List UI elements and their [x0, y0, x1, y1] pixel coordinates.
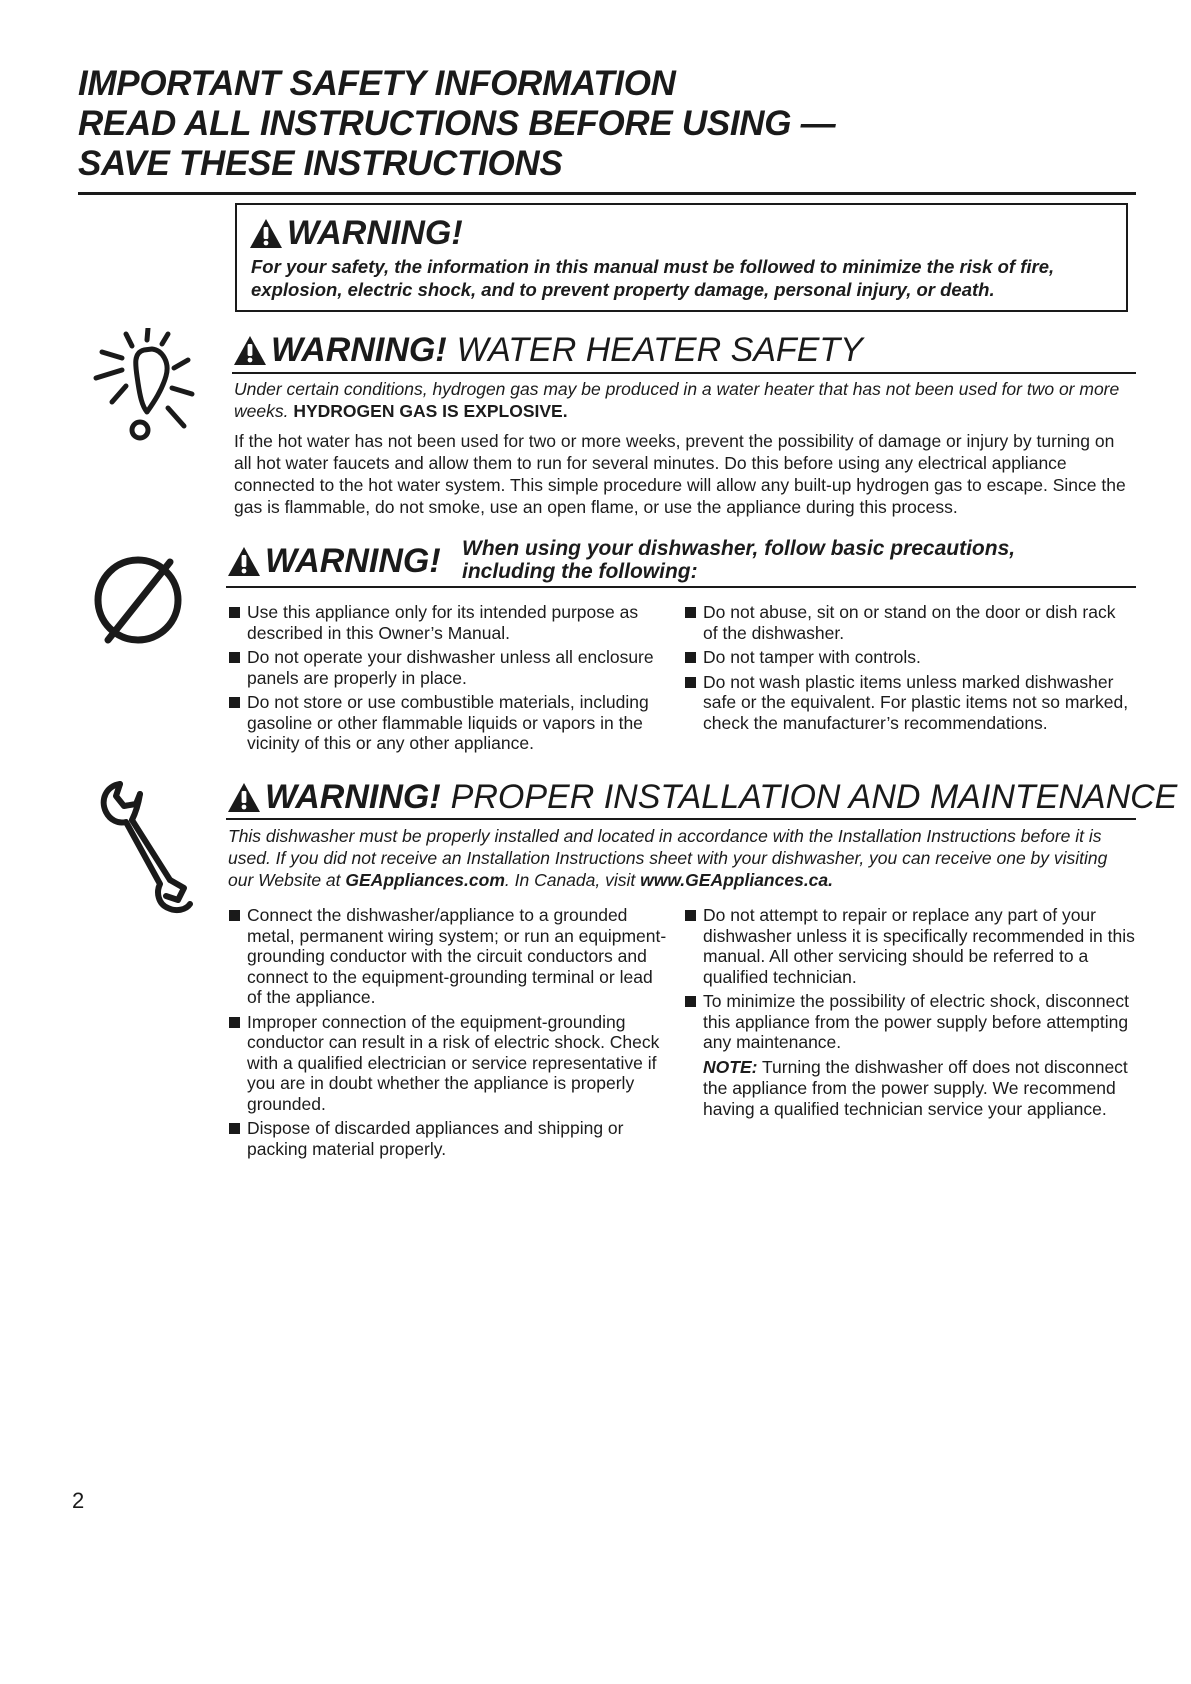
water-heater-divider	[232, 372, 1136, 374]
note-label: NOTE:	[703, 1056, 758, 1077]
precautions-subtitle-line-1: When using your dishwasher, follow basic precautions,	[462, 537, 1016, 560]
title-line-1: IMPORTANT SAFETY INFORMATION	[78, 64, 676, 103]
precautions-subtitle-line-2: including the following:	[462, 560, 698, 583]
water-heater-warning-label: WARNING!	[271, 331, 447, 369]
prohibited-icon	[88, 548, 190, 650]
note-text: Turning the dishwasher off does not disconnect the appliance from the power supply. We recommend having a qualified technician service your appliance.	[703, 1056, 1128, 1119]
list-item: Use this appliance only for its intended purpose as described in this Owner’s Manual.	[229, 602, 659, 643]
list-item: Dispose of discarded appliances and shipping or packing material properly.	[229, 1118, 669, 1159]
website-us-link[interactable]: GEAppliances.com	[345, 870, 505, 890]
warning-triangle-icon	[233, 335, 267, 366]
water-heater-subject: WATER HEATER SAFETY	[456, 331, 863, 369]
alert-exclamation-icon	[92, 328, 204, 450]
installation-intro	[228, 825, 1123, 891]
installation-note	[685, 1057, 1135, 1120]
installation-warning-label: WARNING!	[265, 778, 441, 816]
installation-intro-text: This dishwasher must be properly installed and located in accordance with the Installation Instructions before it is used. If you did not receive an Installation Instructions sheet with your dishwasher, you can receive one by visiting our Website at	[228, 826, 1108, 890]
warning-triangle-icon	[227, 782, 261, 813]
title-divider	[78, 192, 1136, 195]
page-number: 2	[72, 1488, 85, 1513]
installation-right-column	[685, 905, 1135, 1120]
list-item: Do not abuse, sit on or stand on the door or dish rack of the dishwasher.	[685, 602, 1130, 643]
general-warning-text: For your safety, the information in this manual must be followed to minimize the risk of fire, explosion, electric shock, and to prevent property damage, personal injury, or death.	[251, 256, 1055, 300]
website-ca-link[interactable]: www.GEAppliances.ca.	[640, 870, 834, 890]
water-heater-intro	[234, 378, 1129, 422]
list-item: Do not attempt to repair or replace any part of your dishwasher unless it is specifically recommended in this manual. All other servicing should be referred to a qualified technician.	[685, 905, 1135, 987]
warning-triangle-icon	[249, 218, 283, 249]
general-warning-heading	[249, 213, 463, 253]
general-warning-label: WARNING!	[287, 214, 463, 252]
list-item: Do not tamper with controls.	[685, 647, 1130, 668]
installation-left-list	[229, 905, 669, 1163]
list-item: Do not wash plastic items unless marked dishwasher safe or the equivalent. For plastic items not so marked, check the manufacturer’s recommendations.	[685, 672, 1130, 734]
general-warning-box	[235, 203, 1128, 312]
list-item: Do not store or use combustible materials, including gasoline or other flammable liquids or vapors in the vicinity of this or any other appliance.	[229, 692, 659, 754]
list-item: To minimize the possibility of electric shock, disconnect this appliance from the power supply before attempting any maintenance.	[685, 991, 1135, 1053]
precautions-subtitle	[462, 537, 1015, 583]
warning-triangle-icon	[227, 546, 261, 577]
precautions-right-list	[685, 602, 1130, 737]
installation-right-list	[685, 905, 1135, 1053]
water-heater-heading	[233, 330, 863, 370]
precautions-left-list	[229, 602, 659, 758]
title-line-2: READ ALL INSTRUCTIONS BEFORE USING —	[78, 104, 836, 143]
precautions-divider	[226, 586, 1136, 588]
hydrogen-explosive-text: HYDROGEN GAS IS EXPLOSIVE.	[293, 401, 568, 421]
list-item: Do not operate your dishwasher unless all enclosure panels are properly in place.	[229, 647, 659, 688]
page-title	[78, 64, 1118, 184]
precautions-heading	[227, 541, 441, 581]
precautions-warning-label: WARNING!	[265, 542, 441, 580]
installation-divider	[226, 818, 1136, 820]
installation-subject: PROPER INSTALLATION AND MAINTENANCE	[450, 778, 1178, 816]
list-item: Connect the dishwasher/appliance to a grounded metal, permanent wiring system; or run an equipment-grounding conductor with the circuit conductors and connect to the equipment-grounding terminal or lead of the appliance.	[229, 905, 669, 1008]
installation-intro-canada: . In Canada, visit	[504, 870, 636, 890]
title-line-3: SAVE THESE INSTRUCTIONS	[78, 144, 563, 183]
wrench-icon	[98, 776, 194, 916]
list-item: Improper connection of the equipment-grounding conductor can result in a risk of electric shock. Check with a qualified electrician or service representative if you are in doubt whether the appliance is properly grounded.	[229, 1012, 669, 1115]
water-heater-body: If the hot water has not been used for two or more weeks, prevent the possibility of damage or injury by turning on all hot water faucets and allow them to run for several minutes. Do this before using any electrical appliance connected to the hot water system. This simple procedure will allow any built-up hydrogen gas to escape. Since the gas is flammable, do not smoke, use an open flame, or use the appliance during this process.	[234, 431, 1126, 517]
water-heater-intro-text: Under certain conditions, hydrogen gas may be produced in a water heater that has not been used for two or more weeks.	[234, 379, 1120, 421]
installation-heading	[227, 777, 1177, 817]
